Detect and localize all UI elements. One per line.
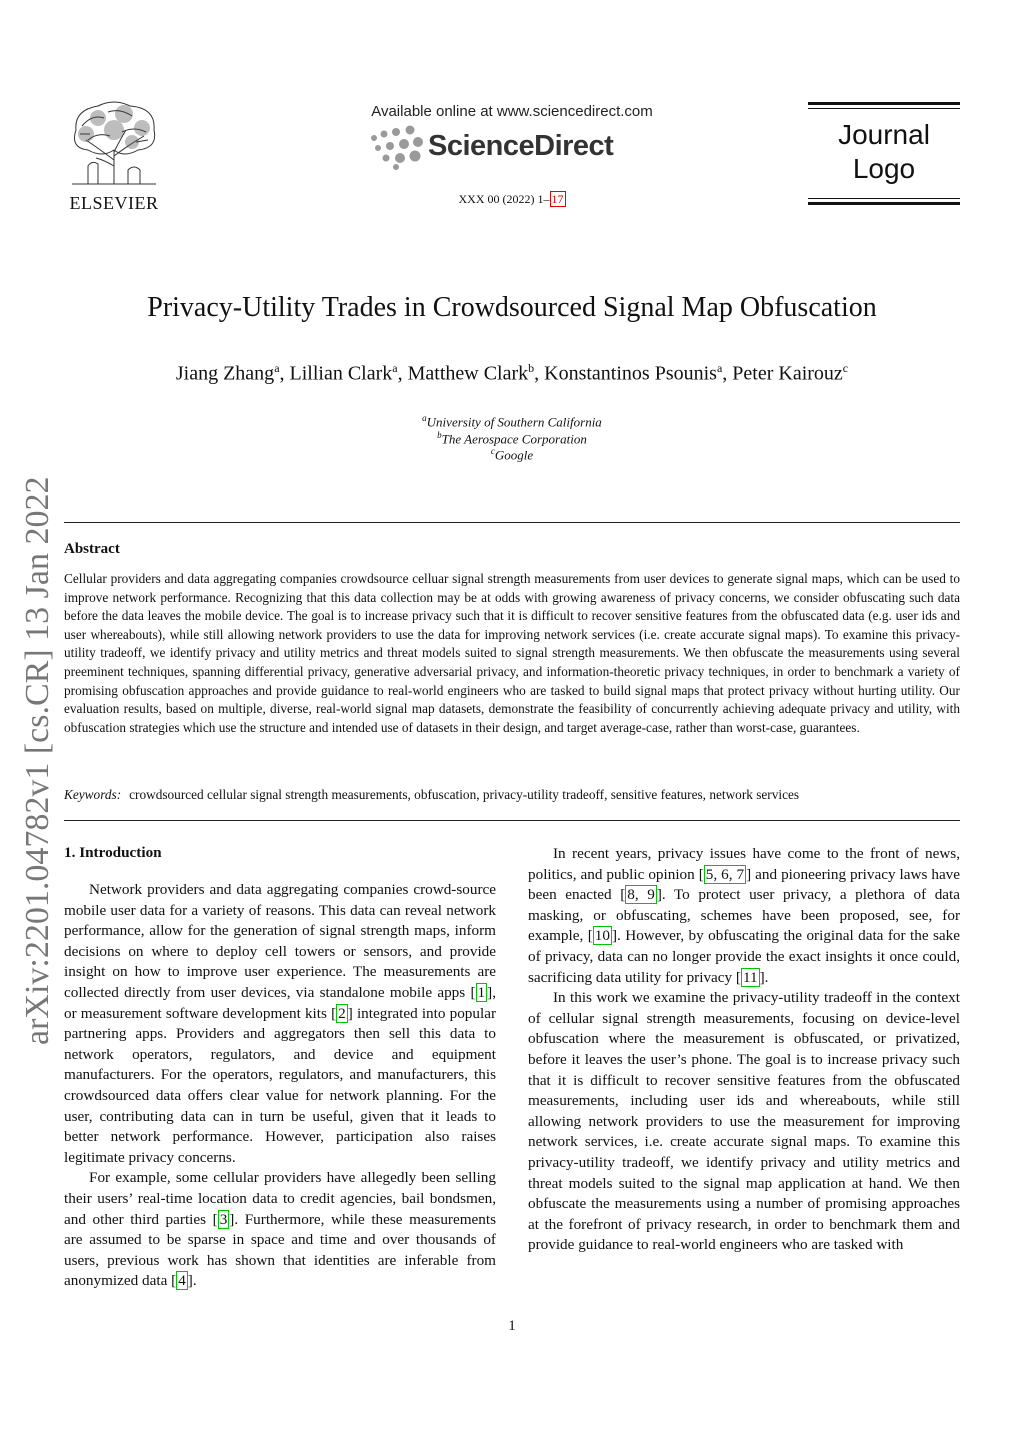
left-column: [64, 880, 496, 1292]
journal-logo-line1: Journal: [838, 119, 930, 150]
last-page-link[interactable]: 17: [551, 192, 564, 206]
paragraph-text: Network providers and data aggregating companies crowd-source mobile user data for a variety of reasons. This data can reveal network performance, allow for the generation of signal strength maps, inform decisions on where to deploy cell towers or sensors, and provide insight on how to improve user experience. The measurements are collected directly from user devices, via standalone mobile apps: [64, 881, 496, 1001]
body-paragraph: Network providers and data aggregating companies crowd-source mobile user data for a variety of reasons. This data can reveal network performance, allow for the generation of signal strength maps, inform decisions on where to deploy cell towers or sensors, and provide insight on how to improve user experience. The measurements are collected directly from user devices, via standalone mobile apps [ 1 ], or measurement software development kits [ 2 ] integrated into popular partnering apps. Providers and aggregators then sell this data to network operators, regulators, and device and equipment manufacturers. For the operators, regulators, and manufacturers, this crowdsourced data offers clear value for network planning. For the user, contributing data can in turn be useful, given that it leads to better network performance. However, participation also raises legitimate privacy concerns.: [64, 881, 496, 1166]
paragraph-text: .: [192, 1272, 197, 1290]
citation-link[interactable]: 2: [338, 1004, 346, 1022]
bottom-rule-thin: [808, 198, 960, 199]
author-name: Matthew Clark: [407, 362, 529, 385]
paragraph-text: integrated into popular partnering apps. Providers and aggregators then sell this data to network operators, regulators, and device and equipment manufacturers. For the operators, regulators, and manufacturers, this crowdsourced data offers clear value for network planning. For the user, contributing data can in turn be useful, given that it leads to better network performance. However, participation also raises legitimate privacy concerns.: [64, 1004, 496, 1166]
author-name: Jiang Zhang: [175, 362, 275, 385]
affiliation-b: $^b$The Aerospace Corporation: [437, 430, 587, 447]
abstract-text: Cellular providers and data aggregating companies crowdsource celluar signal strength measurements from user devices to generate signal maps, which can be used to improve network performance. Recognizing that this data collection may be at odds with growing awareness of privacy concerns, we consider obfuscating such data before the data leaves the mobile device. The goal is to increase privacy such that it is difficult to recover sensitive features from the obfuscated data (e.g. user ids and user whereabouts), while still allowing network providers to use the data for improving network services (i.e. create accurate signal maps). To examine this privacy-utility tradeoff, we identify privacy and utility metrics and threat models suited to signal strength measurements. We then obfuscate the measurements using several preeminent techniques, spanning differential privacy, generative adversarial privacy, and information-theoretic privacy techniques, in order to benchmark a variety of promising obfuscation approaches and provide guidance to real-world engineers who are tasked to build signal maps that protect privacy without hurting utility. Our evaluation results, based on multiple, diverse, real-world signal map datasets, demonstrate the feasibility of concurrently achieving adequate privacy and utility, with obfuscation strategies which use the structure and intended use of datasets in their design, and target average-case, rather than worst-case, guarantees.: [64, 571, 960, 735]
paragraph-text: and pioneering privacy laws have been enacted: [528, 865, 961, 904]
author-affiliation-mark: a: [274, 361, 280, 375]
paragraph-text: . To protect user privacy, a plethora of data masking, or obfuscating, schemes have been proposed, see, for example,: [528, 886, 961, 945]
journal-logo-line2: Logo: [852, 153, 916, 184]
body-paragraph: For example, some cellular providers have allegedly been selling their users’ real-time location data to credit agencies, bail bondsmen, and other third parties [ 3 ]. Furthermore, while these measurements are assumed to be sparse in space and time and over thousands of users, previous work has shown that identities are inferable from anonymized data [ 4 ].: [64, 1169, 496, 1290]
paragraph-text: . However, by obfuscating the original data for the sake of privacy, data can no longer provide the exact insights it once could, sacrificing data utility for privacy: [528, 927, 960, 986]
paper-title: Privacy-Utility Trades in Crowdsourced Signal Map Obfuscation: [147, 292, 877, 323]
paragraph-text: .: [764, 968, 769, 986]
sciencedirect-dots-icon: [368, 124, 428, 170]
elsevier-wordmark: ELSEVIER: [69, 193, 159, 213]
bottom-rule-thick: [808, 202, 960, 205]
citation-link[interactable]: 1: [477, 983, 486, 1001]
paragraph-text: In this work we examine the privacy-utility tradeoff in the context of cellular signal strength measurements, focusing on device-level obfuscation where the measurement is obfuscated, or privatized, before it leaves the user’s phone. The goal is to increase privacy such that it is difficult to recover sensitive features from the obfuscated measurements, including user ids and whereabouts, while still allowing network providers to use the measurement for improving network services, i.e. create accurate signal maps. To examine this privacy-utility tradeoff, we identify privacy and utility metrics and threat models suited to the signal map application at hand. We then obfuscate the measurements using a number of promising approaches at the forefront of privacy research, in order to benchmark them and provide guidance to real-world engineers who are tasked with: [528, 989, 960, 1254]
citation-link[interactable]: 3: [219, 1210, 228, 1228]
affiliation-c: $^c$Google: [490, 446, 534, 463]
body-paragraph: [528, 988, 960, 1256]
keywords-label: Keywords:: [64, 787, 122, 802]
author-name: Konstantinos Psounis: [544, 362, 717, 385]
keywords-list: crowdsourced cellular signal strength measurements, obfuscation, privacy-utility tradeoff, sensitive features, network services: [129, 787, 800, 802]
author-name: Lillian Clark: [289, 362, 393, 385]
author-affiliation-mark: a: [716, 361, 723, 375]
paragraph-text: In recent years, privacy issues have come to the front of news, politics, and public opinion: [528, 845, 960, 883]
abstract-bottom-rule: [64, 820, 960, 821]
author-affiliation-mark: c: [842, 361, 849, 375]
journal-ref-text: XXX 00 (2022) 1–: [458, 192, 550, 206]
citation-link[interactable]: 10: [594, 927, 610, 945]
citation-link[interactable]: 4: [178, 1272, 186, 1290]
keywords: [64, 787, 960, 803]
paragraph-text: For example, some cellular providers have allegedly been selling their users’ real-time location data to credit agencies, bail bondsmen, and other third parties: [64, 1169, 496, 1228]
abstract-heading: Abstract: [64, 541, 120, 557]
sciencedirect-wordmark: ScienceDirect: [428, 130, 614, 162]
right-column: [528, 844, 960, 1256]
citation-link[interactable]: 11: [742, 968, 758, 986]
arxiv-identifier-stamp: arXiv:2201.04782v1 [cs.CR] 13 Jan 2022: [19, 476, 56, 1045]
body-paragraph: In recent years, privacy issues have come to the front of news, politics, and public opinion [ 5, 6, 7 ] and pioneering privacy laws have been enacted [ 8, 9 ]. To protect user privacy, a plethora of data masking, or obfuscating, schemes have been proposed, see, for example, [ 10 ]. However, by obfuscating the original data for the sake of privacy, data can no longer provide the exact insights it once could, sacrificing data utility for privacy [ 11 ].: [528, 845, 961, 986]
citation-link[interactable]: 5, 6, 7: [705, 865, 745, 883]
sciencedirect-logo: [368, 124, 628, 170]
author-list: Jiang Zhang$^a$, Lillian Clark$^a$, Matthew Clark$^b$, Konstantinos Psounis$^a$, Peter Kairouz$^c$: [175, 361, 849, 385]
top-rule-thin: [808, 108, 960, 109]
section-heading-introduction: 1. Introduction: [64, 844, 162, 861]
page-number: 1: [508, 1318, 516, 1334]
affiliation-a: $^a$University of Southern California: [422, 413, 602, 430]
available-online-text: Available online at www.sciencedirect.com: [371, 103, 653, 120]
paragraph-text: , or measurement software development kits: [64, 983, 496, 1022]
journal-logo-text: [808, 118, 960, 186]
top-rule-thick: [808, 102, 960, 105]
author-name: Peter Kairouz: [732, 362, 843, 385]
author-affiliation-mark: a: [392, 361, 398, 375]
journal-logo-box: [808, 100, 960, 208]
paragraph-text: . Furthermore, while these measurements are assumed to be sparse in space and time and over thousands of users, previous work has shown that identities are inferable from anonymized data: [64, 1210, 496, 1290]
abstract-top-rule: [64, 522, 960, 523]
author-affiliation-mark: b: [528, 361, 535, 375]
citation-link[interactable]: 8, 9: [627, 886, 655, 904]
